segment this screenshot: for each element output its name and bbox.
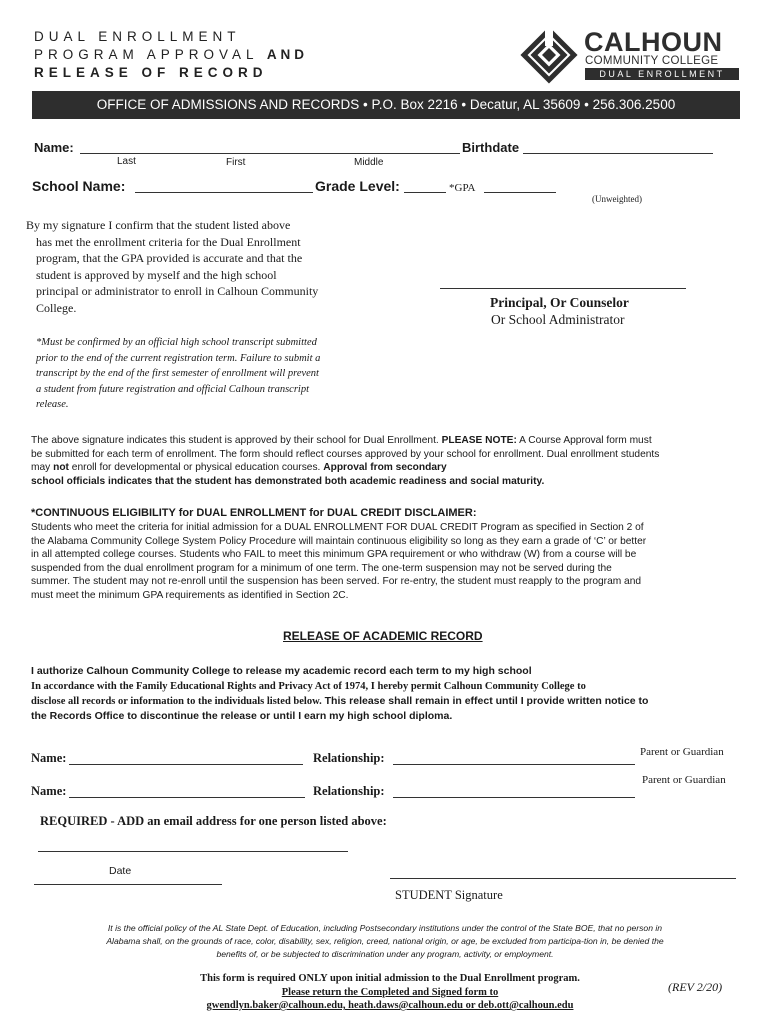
confirmation-statement — [26, 217, 318, 316]
student-signature-label: STUDENT Signature — [395, 888, 503, 902]
gpa-unweighted-note: (Unweighted) — [592, 194, 642, 204]
principal-signature-title: Principal, Or Counselor — [490, 295, 629, 310]
approval-line — [31, 461, 751, 475]
approval-paragraph — [31, 434, 751, 488]
release-line-3a: disclose all records or information to the individuals listed below. — [31, 696, 322, 707]
guardian-2-relationship-label: Relationship: — [313, 784, 385, 798]
approval-line-1c: A Course Approval form must — [519, 435, 652, 446]
footer-email-links[interactable]: gwendlyn.baker@calhoun.edu, heath.daws@calhoun.edu or deb.ott@calhoun.edu — [206, 1000, 574, 1011]
transcript-note — [36, 335, 320, 413]
release-line-3b: This release shall remain in effect until I provide written notice to — [324, 695, 649, 707]
guardian-1-parent-caption: Parent or Guardian — [640, 746, 724, 758]
eligibility-paragraph — [31, 521, 751, 602]
calhoun-diamond-logo-icon — [520, 26, 578, 84]
guardian-1-name-field[interactable] — [69, 764, 303, 765]
gpa-field[interactable] — [484, 192, 556, 193]
school-name-field[interactable] — [135, 192, 313, 193]
release-line: I authorize Calhoun Community College to release my academic record each term to my high school — [31, 665, 532, 677]
revision-label: (REV 2/20) — [668, 980, 723, 994]
guardian-1-name-label: Name: — [31, 751, 67, 765]
approval-line: be submitted for each term of enrollment. The form should reflect courses approved by your school for enrollment. Dual enrollment students — [31, 448, 660, 460]
last-name-caption: Last — [117, 156, 136, 167]
eligibility-line: summer. The student may not re-enroll until the suspension has been served. For re-entry, the student must reapply to the program and — [31, 576, 642, 587]
transcript-note-line: release. — [36, 399, 69, 410]
grade-level-field[interactable] — [404, 192, 446, 193]
confirmation-line: principal or administrator to enroll in Calhoun Community — [36, 284, 319, 298]
guardian-2-name-label: Name: — [31, 784, 67, 798]
footer-line: Please return the Completed and Signed form to — [281, 986, 499, 998]
eligibility-heading: *CONTINUOUS ELIGIBILITY for DUAL ENROLLMENT for DUAL CREDIT DISCLAIMER: — [31, 507, 477, 519]
school-name-label: School Name: — [32, 178, 126, 194]
policy-line: Alabama shall, on the grounds of race, color, disability, sex, religion, creed, national origin, or age, be excluded from participa-tion in, be denied the — [106, 936, 664, 946]
policy-line: benefits of, or be subjected to discrimination under any program, activity, or employment. — [216, 949, 554, 959]
approval-line-3b: not — [53, 462, 69, 473]
please-note-label: PLEASE NOTE: — [441, 435, 517, 446]
guardian-2-parent-caption: Parent or Guardian — [642, 774, 726, 786]
principal-signature-subtitle: Or School Administrator — [491, 312, 625, 327]
email-required-label: REQUIRED - ADD an email address for one person listed above: — [40, 814, 387, 828]
footer-instructions — [120, 972, 660, 1013]
guardian-2-name-field[interactable] — [69, 797, 305, 798]
guardian-2-relationship-field[interactable] — [393, 797, 635, 798]
logo-subtitle: COMMUNITY COLLEGE — [585, 55, 719, 67]
transcript-note-line: *Must be confirmed by an official high school transcript submitted — [36, 337, 317, 348]
footer-line: This form is required ONLY upon initial admission to the Dual Enrollment program. — [200, 973, 580, 984]
principal-signature-field[interactable] — [440, 288, 686, 289]
student-signature-field[interactable] — [390, 878, 736, 879]
policy-statement — [20, 922, 750, 961]
eligibility-line: Students who meet the criteria for initial admission for a DUAL ENROLLMENT FOR DUAL CREDIT Program as specified in Section 2 of — [31, 522, 644, 533]
approval-line: school officials indicates that the student has demonstrated both academic readiness and social maturity. — [31, 475, 545, 487]
logo-band: DUAL ENROLLMENT — [585, 68, 739, 80]
eligibility-line: the Alabama Community College System Policy Procedure will maintain continuous eligibility so long as they earn a grade of ‘C’ or better — [31, 535, 647, 547]
form-title-line-1: DUAL ENROLLMENT — [34, 29, 241, 44]
birthdate-field[interactable] — [523, 153, 713, 154]
name-field[interactable] — [80, 153, 460, 154]
approval-line-3c: enroll for developmental or physical education courses. — [71, 462, 321, 473]
approval-line-3a: may — [31, 462, 51, 473]
confirmation-line: program, that the GPA provided is accurate and that the — [36, 251, 303, 265]
confirmation-line: has met the enrollment criteria for the Dual Enrollment — [36, 234, 301, 249]
transcript-note-line: a student from future registration and official Calhoun transcript — [36, 383, 310, 395]
email-field[interactable] — [38, 851, 348, 852]
logo-name: CALHOUN — [584, 27, 723, 57]
form-title-line-2-b: AND — [266, 47, 309, 62]
eligibility-line: must meet the minimum GPA requirements as identified in Section 2C. — [31, 589, 349, 601]
calhoun-logo — [520, 26, 740, 86]
birthdate-label: Birthdate — [462, 140, 520, 155]
grade-level-label: Grade Level: — [315, 178, 400, 194]
release-line — [31, 694, 751, 709]
confirmation-line: student is approved by myself and the high school — [36, 267, 277, 282]
approval-line-1a: The above signature indicates this student is approved by their school for Dual Enrollment. — [31, 435, 439, 446]
release-paragraph — [31, 664, 751, 724]
office-banner: OFFICE OF ADMISSIONS AND RECORDS • P.O. Box 2216 • Decatur, AL 35609 • 256.306.2500 — [32, 91, 740, 119]
approval-line-3d: Approval from secondary — [323, 462, 447, 473]
date-field[interactable] — [34, 884, 222, 885]
guardian-1-relationship-label: Relationship: — [313, 751, 385, 765]
release-heading: RELEASE OF ACADEMIC RECORD — [283, 629, 483, 643]
middle-name-caption: Middle — [354, 157, 384, 168]
guardian-1-relationship-field[interactable] — [393, 764, 635, 765]
form-title-line-2 — [34, 47, 308, 62]
eligibility-line: suspended from the dual enrollment program for a minimum of one term. The one-term suspension may not be served during the — [31, 562, 612, 574]
release-line: the Records Office to discontinue the release or until I earn my high school diploma. — [31, 710, 453, 722]
date-label: Date — [109, 865, 132, 877]
release-line: In accordance with the Family Educational Rights and Privacy Act of 1974, I hereby permit Calhoun Community College to — [31, 681, 586, 692]
confirmation-line: College. — [36, 300, 77, 315]
form-title-line-3: RELEASE OF RECORD — [34, 65, 268, 80]
gpa-label: *GPA — [449, 182, 476, 194]
eligibility-line: in all attempted college courses. Students who FAIL to meet this minimum GPA requirement or who withdraw (W) from a course will be — [31, 549, 637, 560]
transcript-note-line: transcript by the end of the first semester of enrollment will prevent — [36, 368, 319, 379]
transcript-note-line: prior to the end of the current registration term. Failure to submit a — [36, 352, 321, 364]
approval-line — [31, 434, 751, 448]
first-name-caption: First — [226, 157, 246, 168]
form-title-line-2-a: PROGRAM APPROVAL — [34, 47, 259, 62]
confirmation-line: By my signature I confirm that the student listed above — [26, 218, 291, 232]
policy-line: It is the official policy of the AL State Dept. of Education, including Postsecondary institutions under the control of the State BOE, that no person in — [107, 923, 663, 933]
name-label: Name: — [34, 140, 74, 155]
